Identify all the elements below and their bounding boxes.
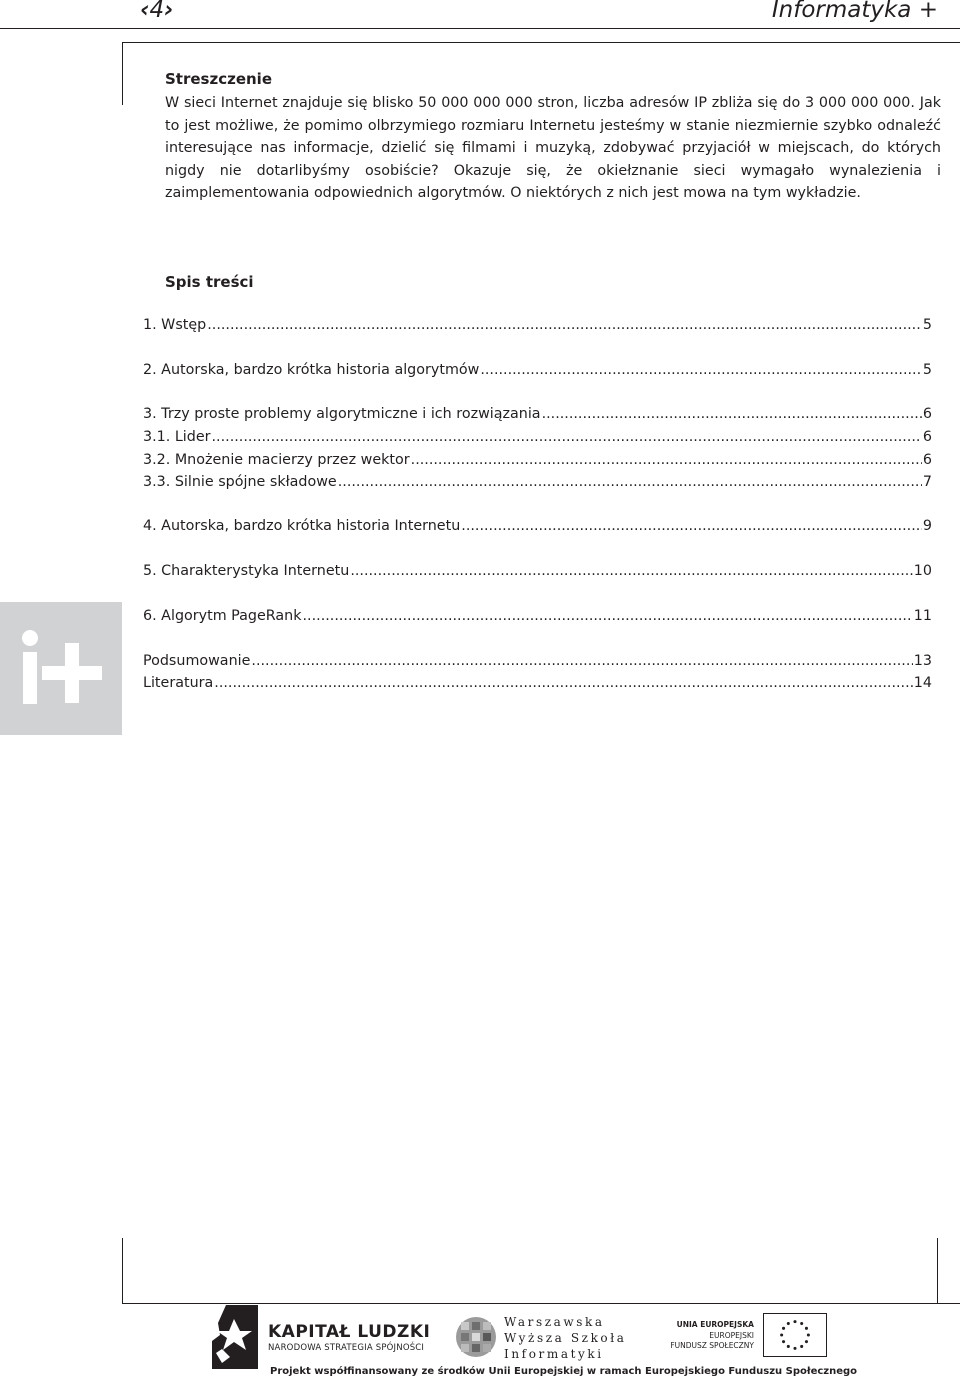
toc-item-label: 3. Trzy proste problemy algorytmiczne i ich rozwiązania — [143, 406, 541, 422]
kapital-ludzki-title: KAPITAŁ LUDZKI — [268, 1322, 431, 1342]
kapital-ludzki-logo-icon — [212, 1305, 258, 1369]
toc-item-page: 6 — [922, 452, 932, 468]
toc-item-summary[interactable] — [143, 653, 932, 673]
wwsi-line-3: Informatyki — [504, 1347, 604, 1361]
toc-item-page: 7 — [922, 474, 932, 490]
toc-item-label: 6. Algorytm PageRank — [143, 608, 302, 624]
page-number — [140, 0, 174, 23]
toc-leader-dots — [207, 317, 922, 333]
kapital-ludzki-subtitle: NARODOWA STRATEGIA SPÓJNOŚCI — [268, 1343, 425, 1353]
toc-item-1[interactable] — [143, 317, 932, 337]
wwsi-line-2: Wyższa Szkoła — [504, 1331, 627, 1345]
toc-item-3-3[interactable] — [143, 474, 932, 494]
toc-item-label: Podsumowanie — [143, 653, 251, 669]
toc-item-page: 6 — [922, 406, 932, 422]
book-title: Informatyka + — [771, 0, 938, 23]
toc-item-2[interactable] — [143, 362, 932, 382]
wwsi-line-1: Warszawska — [504, 1315, 605, 1329]
crop-mark-bottom-v-left — [122, 1238, 123, 1304]
toc-item-page: 6 — [922, 429, 932, 445]
wwsi-logo-icon — [455, 1316, 497, 1358]
toc-item-3-1[interactable] — [143, 429, 932, 449]
eu-union-label: UNIA EUROPEJSKA — [676, 1320, 754, 1329]
side-logo-block — [0, 602, 122, 735]
toc-item-label: 3.2. Mnożenie macierzy przez wektor — [143, 452, 410, 468]
toc-item-label: 5. Charakterystyka Internetu — [143, 563, 350, 579]
crop-mark-bottom-v-right — [937, 1238, 938, 1304]
funding-note: Projekt współfinansowany ze środków Unii Europejskiej w ramach Europejskiego Funduszu Społecznego — [270, 1366, 858, 1377]
toc-leader-dots — [212, 429, 922, 445]
toc-item-label: Literatura — [143, 675, 214, 691]
page-number-value: 4 — [149, 0, 165, 23]
crop-mark-top-h — [122, 42, 960, 43]
toc-item-literature[interactable] — [143, 675, 932, 695]
toc-leader-dots — [350, 563, 912, 579]
toc-leader-dots — [251, 653, 912, 669]
toc-item-page: 14 — [913, 675, 932, 691]
toc-item-6[interactable] — [143, 608, 932, 628]
toc-item-3-2[interactable] — [143, 452, 932, 472]
toc-item-label: 3.3. Silnie spójne składowe — [143, 474, 337, 490]
toc-item-label: 1. Wstęp — [143, 317, 207, 333]
toc-leader-dots — [461, 518, 922, 534]
left-chevron-icon: ‹ — [140, 0, 150, 23]
header-rule — [0, 28, 960, 29]
toc-item-label: 3.1. Lider — [143, 429, 211, 445]
toc-leader-dots — [303, 608, 913, 624]
toc-item-page: 11 — [913, 608, 932, 624]
toc-item-label: 2. Autorska, bardzo krótka historia algorytmów — [143, 362, 480, 378]
toc-leader-dots — [411, 452, 922, 468]
toc-item-page: 9 — [922, 518, 932, 534]
crop-mark-top-v — [122, 42, 123, 105]
eu-fund-line-1: EUROPEJSKI — [709, 1331, 754, 1340]
crop-mark-bottom-h — [122, 1303, 960, 1304]
i-plus-logo-icon — [18, 628, 104, 708]
toc-leader-dots — [338, 474, 922, 490]
toc-item-5[interactable] — [143, 563, 932, 583]
toc-item-page: 10 — [913, 563, 932, 579]
toc-item-page: 5 — [922, 362, 932, 378]
toc-leader-dots — [542, 406, 922, 422]
toc-item-page: 5 — [922, 317, 932, 333]
toc-leader-dots — [214, 675, 913, 691]
toc-heading: Spis treści — [165, 273, 254, 291]
eu-fund-line-2: FUNDUSZ SPOŁECZNY — [670, 1341, 754, 1350]
summary-text: W sieci Internet znajduje się blisko 50 000 000 000 stron, liczba adresów IP zbliża się do 3 000 000 000. Jak to jest możliwe, że pomimo olbrzymiego rozmiaru Internetu jesteśmy w stanie niezmiernie szybko odnaleźć interesujące nas informacje, dzielić się filmami i muzyką, zdobywać przyjaciół w miejscach, do których nigdy nie dotarlibyśmy osobiście? Okazuje się, że okiełznanie sieci wymagało wynalezienia i zaimplementowania odpowiednich algorytmów. O niektórych z nich jest mowa na tym wykładzie. — [165, 95, 941, 202]
toc-leader-dots — [480, 362, 922, 378]
eu-flag-icon — [763, 1313, 827, 1357]
toc-item-3[interactable] — [143, 406, 932, 426]
toc-item-4[interactable] — [143, 518, 932, 538]
toc-item-label: 4. Autorska, bardzo krótka historia Internetu — [143, 518, 461, 534]
right-chevron-icon: › — [164, 0, 174, 23]
toc-item-page: 13 — [913, 653, 932, 669]
summary-heading: Streszczenie — [165, 70, 272, 88]
